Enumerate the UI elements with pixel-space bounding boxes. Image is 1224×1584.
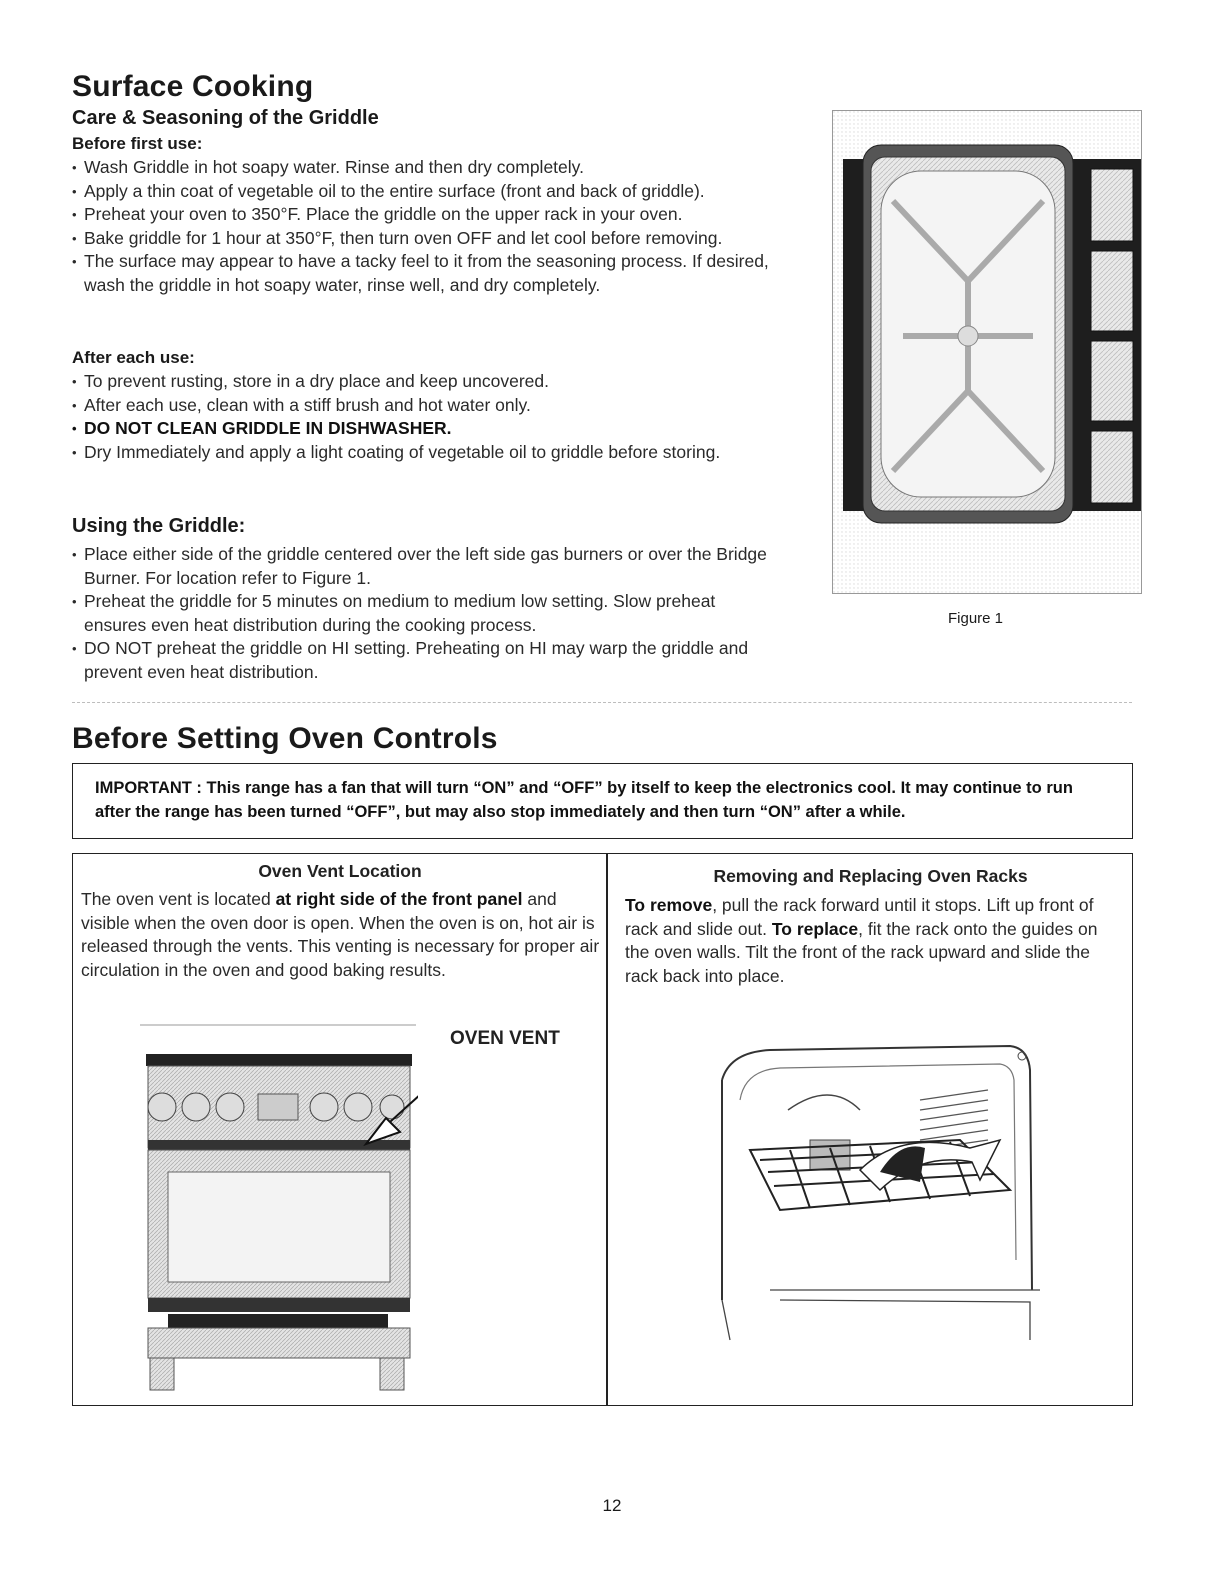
list-item-warning: • DO NOT CLEAN GRIDDLE IN DISHWASHER. xyxy=(72,417,772,441)
figure-caption: Figure 1 xyxy=(948,610,1004,627)
replace-text: , fit the rack onto the guides on the oven walls. Tilt the front of the rack upward and slide the rack back into place. xyxy=(625,918,1098,986)
vent-text-bold: at right side of the front panel xyxy=(275,889,523,909)
list-item: • After each use, clean with a stiff brush and hot water only. xyxy=(72,394,772,418)
list-item: • Wash Griddle in hot soapy water. Rinse and then dry completely. xyxy=(72,156,802,180)
vent-panel-title: Oven Vent Location xyxy=(258,861,422,881)
vent-text-part: and visible when the oven door is open. When the oven is on, hot air is released through the vents. This venting is necessary for proper air circulation in the oven and good baking results. xyxy=(81,889,600,980)
list-item: • The surface may appear to have a tacky feel to it from the seasoning process. If desired, wash the griddle in hot soapy water, rinse well, and dry completely. xyxy=(72,250,802,297)
list-item: • Dry Immediately and apply a light coating of vegetable oil to griddle before storing. xyxy=(72,441,772,465)
after-each-use-heading: After each use: xyxy=(72,348,195,367)
important-label: IMPORTANT : xyxy=(95,779,202,797)
using-griddle-heading: Using the Griddle: xyxy=(72,515,246,537)
section-subtitle: Care & Seasoning of the Griddle xyxy=(72,107,379,129)
list-item: • Preheat your oven to 350°F. Place the griddle on the upper rack in your oven. xyxy=(72,203,802,227)
important-text: This range has a fan that will turn “ON” and “OFF” by itself to keep the electronics cool. It may continue to run after the range has been turned “OFF”, but may also stop immediately and then turn “ON” after a while. xyxy=(95,779,1073,821)
oven-rack-illustration xyxy=(710,1040,1050,1350)
after-each-use-list xyxy=(72,370,772,464)
panel-divider xyxy=(606,854,608,1405)
racks-description xyxy=(625,894,1120,988)
replace-label: To replace xyxy=(771,918,859,939)
range-front-illustration xyxy=(138,1022,418,1392)
list-item: • Place either side of the griddle centered over the left side gas burners or over the Bridge Burner. For location refer to Figure 1. xyxy=(72,543,772,590)
important-notice xyxy=(72,763,1133,839)
remove-label: To remove xyxy=(625,895,713,915)
oven-vent-callout: OVEN VENT xyxy=(450,1028,560,1049)
racks-panel-title: Removing and Replacing Oven Racks xyxy=(713,866,1028,886)
figure-griddle-cooktop xyxy=(832,110,1142,594)
range-front-svg xyxy=(138,1022,418,1392)
list-item: • DO NOT preheat the griddle on HI setting. Preheating on HI may warp the griddle and prevent even heat distribution. xyxy=(72,637,772,684)
list-item: • Apply a thin coat of vegetable oil to the entire surface (front and back of griddle). xyxy=(72,180,802,204)
list-item: • To prevent rusting, store in a dry place and keep uncovered. xyxy=(72,370,772,394)
oven-section-title: Before Setting Oven Controls xyxy=(72,722,498,755)
before-first-use-list xyxy=(72,156,802,297)
before-first-use-heading: Before first use: xyxy=(72,134,203,153)
using-griddle-list xyxy=(72,543,772,684)
list-item: • Bake griddle for 1 hour at 350°F, then turn oven OFF and let cool before removing. xyxy=(72,227,802,251)
remove-text: , pull the rack forward until it stops. Lift up front of rack and slide out. xyxy=(625,895,1094,939)
griddle-illustration xyxy=(833,111,1141,593)
page-title: Surface Cooking xyxy=(72,70,314,103)
list-item: • Preheat the griddle for 5 minutes on medium to medium low setting. Slow preheat ensures even heat distribution during the cooking process. xyxy=(72,590,772,637)
vent-text-part: The oven vent is located xyxy=(81,889,276,909)
section-divider xyxy=(72,702,1132,703)
page-number: 12 xyxy=(602,1496,622,1515)
oven-rack-svg xyxy=(710,1040,1050,1350)
vent-description xyxy=(81,888,601,982)
